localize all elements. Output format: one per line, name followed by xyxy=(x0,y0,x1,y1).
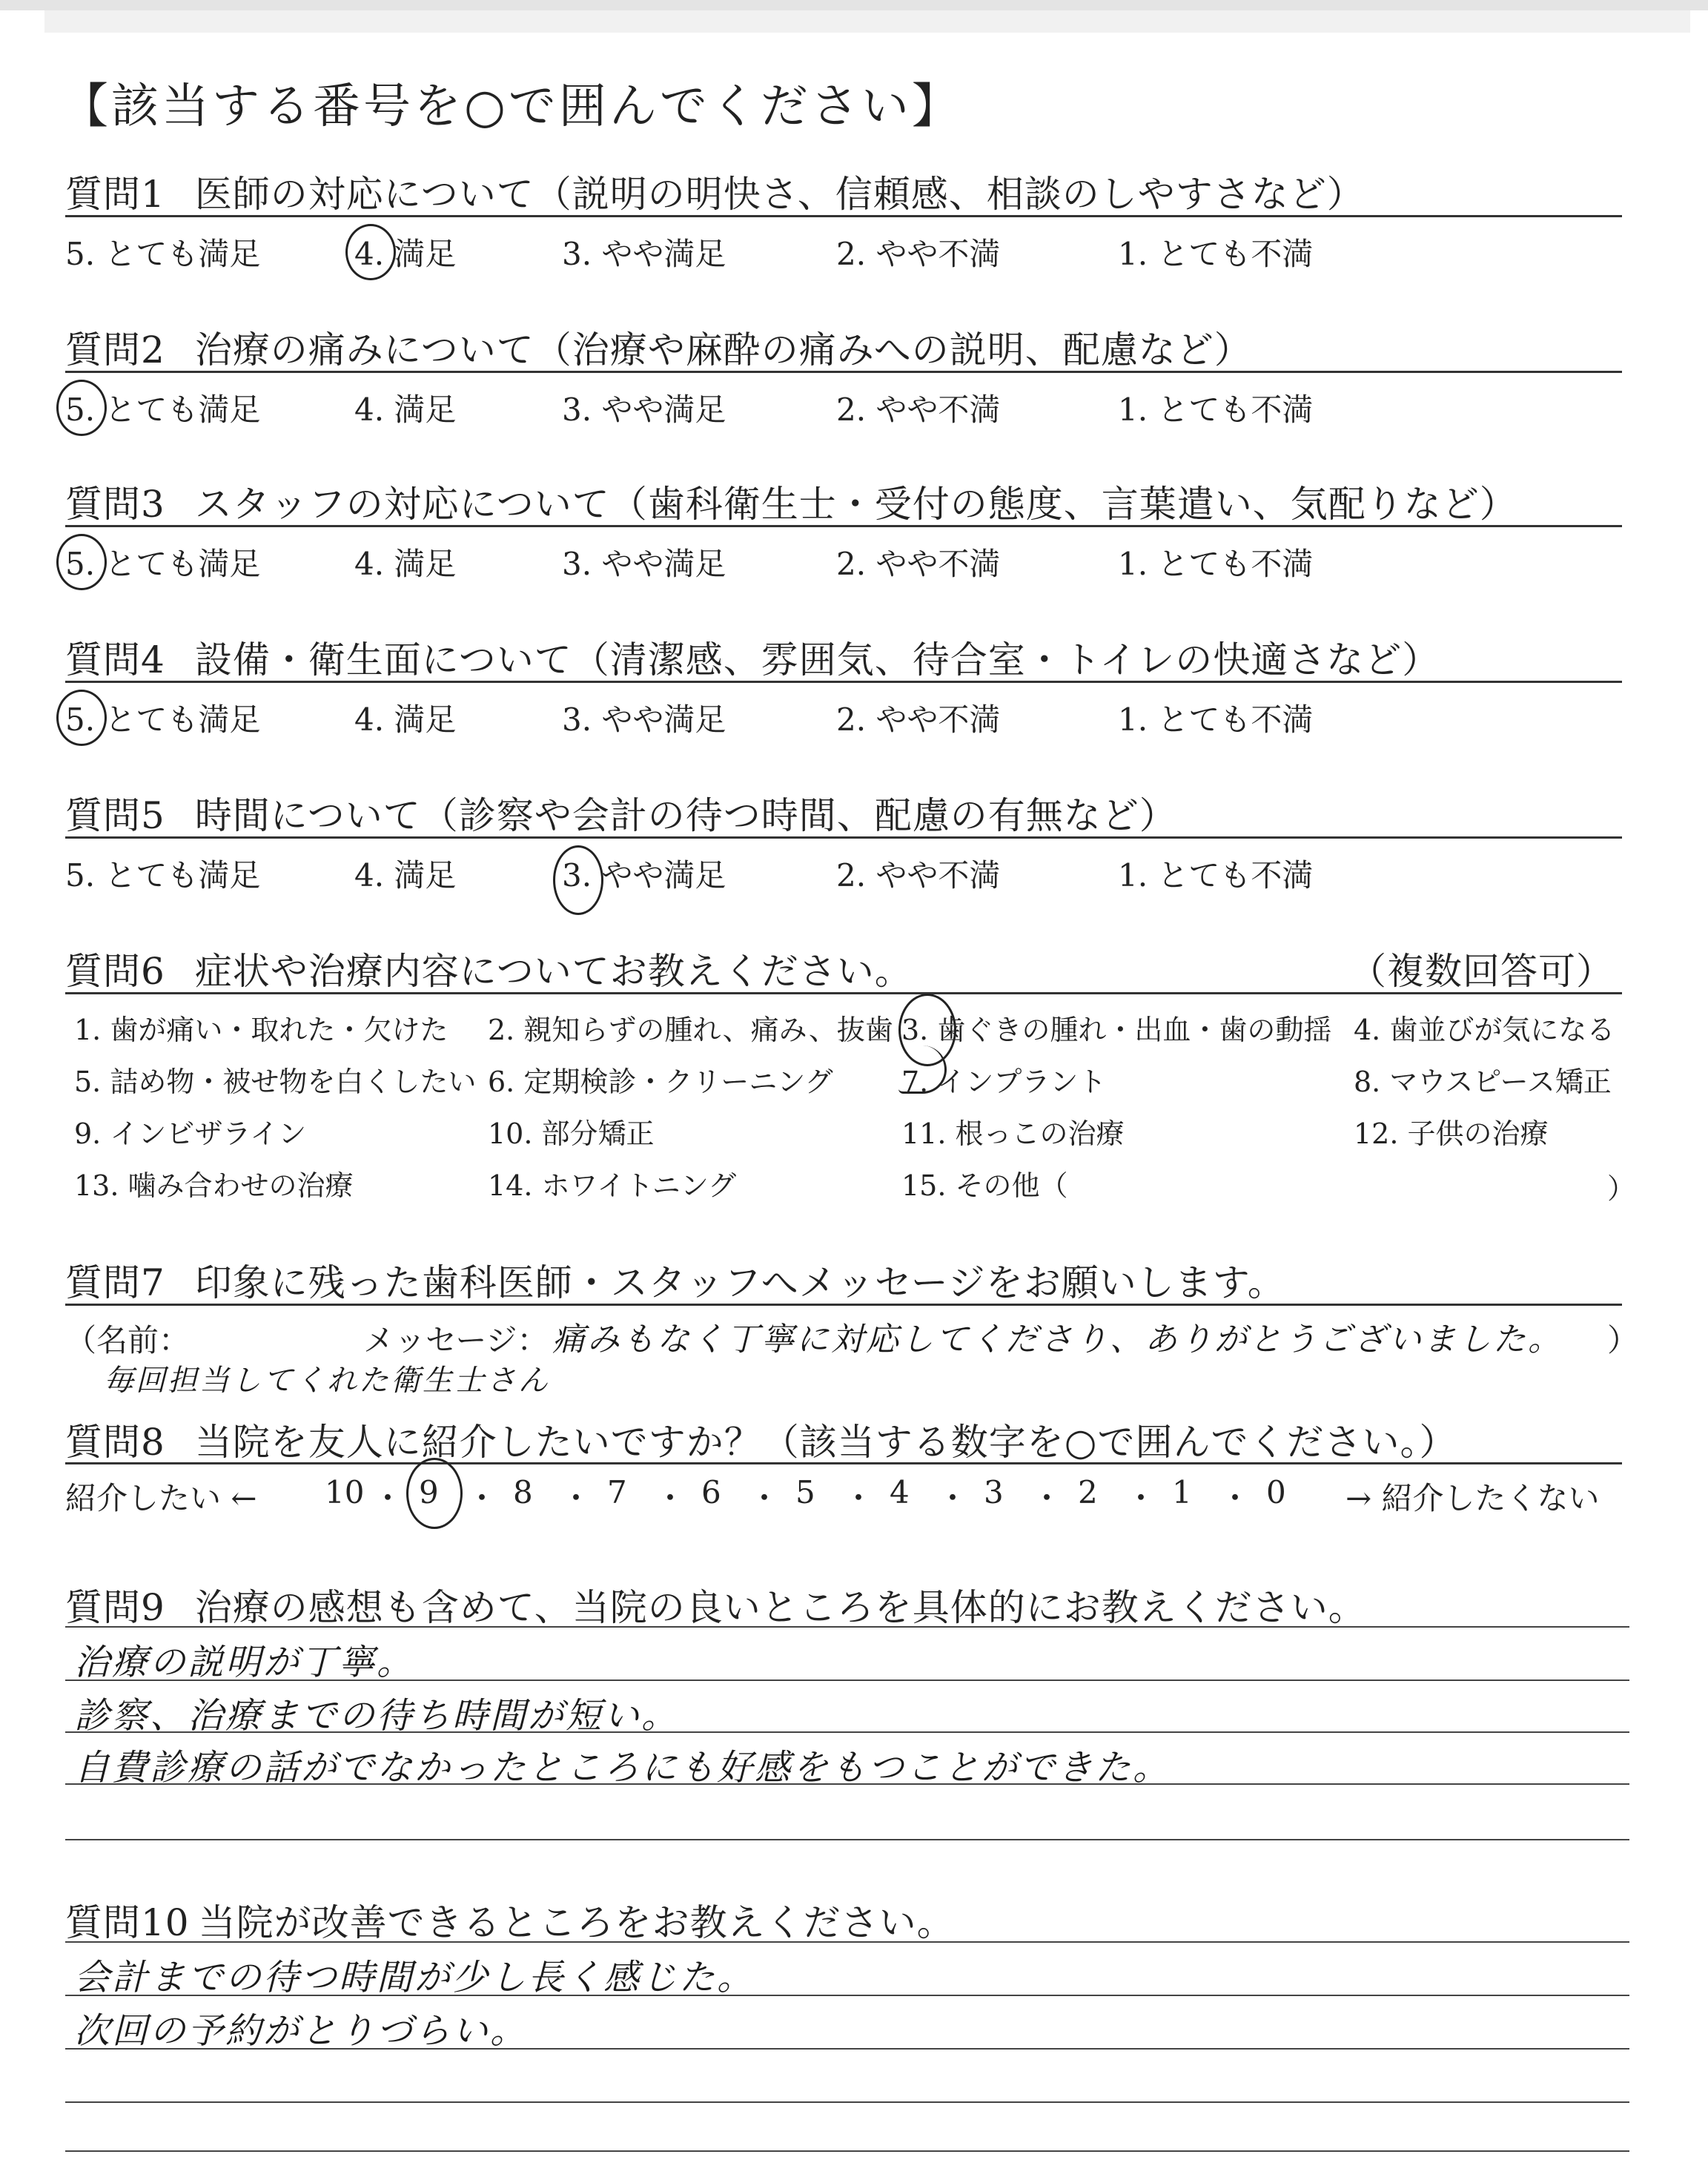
question-5-title xyxy=(65,786,1177,839)
q9-answer-line: 自費診療の話がでなかったところにも好感をもつことができた。 xyxy=(74,1747,1171,1789)
q10-answer-line: 会計までの待つ時間が少し長く感じた。 xyxy=(74,1957,755,1998)
q8-rule xyxy=(65,1462,1622,1464)
q6-option: 10. 部分矯正 xyxy=(488,1117,655,1150)
question-number: 質問5 xyxy=(65,794,165,837)
q7-close-paren: ） xyxy=(1607,1322,1639,1358)
rating-option: 3. やや満足 xyxy=(562,857,726,894)
question-4-rule xyxy=(65,681,1622,683)
q7-name-label: （名前： xyxy=(65,1322,191,1358)
question-text: 時間について（診察や会計の待つ時間、配慮の有無など） xyxy=(194,794,1177,837)
rating-option: 5. とても満足 xyxy=(65,392,261,428)
rating-option: 4. 満足 xyxy=(354,857,457,894)
rating-option: 3. やや満足 xyxy=(562,236,726,272)
q6-option: 3. 歯ぐきの腫れ・出血・歯の動揺 xyxy=(901,1014,1332,1046)
q8-scale-item: ・ xyxy=(843,1480,875,1516)
q9-answer-line: 診察、治療までの待ち時間が短い。 xyxy=(74,1695,680,1737)
q6-option: 5. 詰め物・被せ物を白くしたい xyxy=(74,1066,477,1098)
selection-circle xyxy=(56,380,107,436)
rating-option: 1. とても不満 xyxy=(1118,857,1314,894)
q8-scale-item: 6 xyxy=(701,1474,721,1510)
q6-option: 8. マウスピース矯正 xyxy=(1354,1066,1612,1098)
question-number: 質問3 xyxy=(65,483,165,526)
selection-circle xyxy=(56,690,107,746)
selection-circle xyxy=(56,534,107,590)
q7-message-handwritten: 痛みもなく丁寧に対応してくださり、ありがとうございました。 xyxy=(552,1321,1563,1358)
question-1-title xyxy=(65,165,1365,218)
rating-option: 4. 満足 xyxy=(354,546,457,582)
q8-circle-9 xyxy=(406,1458,463,1529)
q6-option: 14. ホワイトニング xyxy=(488,1169,737,1202)
q6-title xyxy=(65,942,913,995)
q6-option: 13. 噛み合わせの治療 xyxy=(74,1169,354,1202)
rating-option: 2. やや不満 xyxy=(836,392,1001,428)
rating-option: 4. 満足 xyxy=(354,701,457,738)
q8-scale-item: 8 xyxy=(513,1474,533,1510)
rating-option: 5. とても満足 xyxy=(65,701,261,738)
rating-option: 1. とても不満 xyxy=(1118,546,1314,582)
rating-option: 3. やや満足 xyxy=(562,392,726,428)
question-4-title xyxy=(65,630,1440,684)
rating-option: 3. やや満足 xyxy=(562,546,726,582)
scan-top-shadow xyxy=(44,10,1690,33)
rating-option: 5. とても満足 xyxy=(65,857,261,894)
q8-scale-item: ・ xyxy=(466,1480,498,1516)
q8-scale-item: 2 xyxy=(1078,1474,1098,1510)
q8-scale-item: ・ xyxy=(937,1480,969,1516)
q9-title xyxy=(65,1578,1366,1631)
q7-number: 質問7 xyxy=(65,1261,165,1304)
q6-option: 1. 歯が痛い・取れた・欠けた xyxy=(74,1014,448,1046)
question-3-rule xyxy=(65,525,1622,527)
q9-answer-line: 治療の説明が丁寧。 xyxy=(74,1642,415,1683)
rating-option: 2. やや不満 xyxy=(836,701,1001,738)
q6-option: 7. インプラント xyxy=(901,1066,1107,1098)
q8-left-label: 紹介したい ← xyxy=(65,1480,257,1516)
q8-scale-item: 4 xyxy=(890,1474,910,1510)
q6-text: 症状や治療内容についてお教えください。 xyxy=(194,950,913,993)
selection-circle xyxy=(553,845,603,915)
q8-scale-item: 7 xyxy=(607,1474,627,1510)
q7-rule xyxy=(65,1304,1622,1306)
q8-right-label: → 紹介したくない xyxy=(1345,1480,1600,1516)
rating-option: 5. とても満足 xyxy=(65,236,261,272)
q8-scale-item: ・ xyxy=(1219,1480,1251,1516)
q6-circle-7 xyxy=(898,1046,947,1094)
q8-scale-item: 0 xyxy=(1266,1474,1286,1510)
q8-scale-item: ・ xyxy=(372,1480,404,1516)
answer-rule xyxy=(65,1839,1629,1840)
q6-option: 6. 定期検診・クリーニング xyxy=(488,1066,833,1098)
q8-scale-item: 1 xyxy=(1172,1474,1192,1510)
q9-number: 質問9 xyxy=(65,1586,165,1629)
answer-rule xyxy=(65,2101,1629,2103)
question-2-title xyxy=(65,320,1252,374)
q8-scale-item: 9 xyxy=(419,1474,439,1510)
rating-option: 2. やや不満 xyxy=(836,857,1001,894)
q6-option: 2. 親知らずの腫れ、痛み、抜歯 xyxy=(488,1014,893,1046)
scan-top-edge xyxy=(0,0,1708,10)
rating-option: 1. とても不満 xyxy=(1118,701,1314,738)
q8-scale-item: ・ xyxy=(1125,1480,1157,1516)
q10-answer-line: 次回の予約がとりづらい。 xyxy=(74,2010,529,2052)
q10-text: 当院が改善できるところをお教えください。 xyxy=(198,1901,955,1944)
q8-scale-item: ・ xyxy=(560,1480,592,1516)
rating-option: 3. やや満足 xyxy=(562,701,726,738)
question-number: 質問2 xyxy=(65,328,165,371)
question-number: 質問4 xyxy=(65,638,165,681)
rating-option: 4. 満足 xyxy=(354,392,457,428)
question-text: 医師の対応について（説明の明快さ、信頼感、相談のしやすさなど） xyxy=(194,173,1365,216)
page-header: 【該当する番号を○で囲んでください】 xyxy=(61,79,962,134)
q10-number: 質問10 xyxy=(65,1901,190,1944)
question-text: 治療の痛みについて（治療や麻酔の痛みへの説明、配慮など） xyxy=(194,328,1252,371)
q8-text: 当院を友人に紹介したいですか？（該当する数字を○で囲んでください。） xyxy=(194,1421,1457,1464)
q8-title xyxy=(65,1413,1457,1466)
q8-scale-item: 10 xyxy=(325,1474,365,1510)
rating-option: 2. やや不満 xyxy=(836,546,1001,582)
q8-scale-item: ・ xyxy=(1031,1480,1063,1516)
question-text: 設備・衛生面について（清潔感、雰囲気、待合室・トイレの快適さなど） xyxy=(194,638,1440,681)
question-text: スタッフの対応について（歯科衛生士・受付の態度、言葉遣い、気配りなど） xyxy=(194,483,1517,526)
selection-circle xyxy=(345,224,396,280)
q8-scale-item: 5 xyxy=(795,1474,815,1510)
q10-title xyxy=(65,1893,955,1946)
q9-text: 治療の感想も含めて、当院の良いところを具体的にお教えください。 xyxy=(194,1586,1366,1629)
q6-option: 4. 歯並びが気になる xyxy=(1354,1014,1615,1046)
rating-option: 4. 満足 xyxy=(354,236,457,272)
q6-option: 12. 子供の治療 xyxy=(1354,1117,1549,1150)
q7-name-handwritten: 毎回担当してくれた衛生士さん xyxy=(104,1364,550,1398)
q7-message-label: メッセージ： xyxy=(363,1322,549,1358)
q6-note: （複数回答可） xyxy=(1349,950,1614,993)
question-5-rule xyxy=(65,836,1622,839)
q6-option: 11. 根っこの治療 xyxy=(901,1117,1125,1150)
q8-scale-item: ・ xyxy=(749,1480,781,1516)
q6-number: 質問6 xyxy=(65,950,165,993)
rating-option: 2. やや不満 xyxy=(836,236,1001,272)
q6-other-close: ） xyxy=(1607,1172,1636,1205)
question-1-rule xyxy=(65,215,1622,217)
q7-text: 印象に残った歯科医師・スタッフへメッセージをお願いします。 xyxy=(194,1261,1285,1304)
q8-number: 質問8 xyxy=(65,1421,165,1464)
rating-option: 5. とても満足 xyxy=(65,546,261,582)
rating-option: 1. とても不満 xyxy=(1118,392,1314,428)
answer-rule xyxy=(65,1626,1629,1628)
question-2-rule xyxy=(65,371,1622,373)
q7-title xyxy=(65,1253,1285,1307)
q8-scale-item: 3 xyxy=(984,1474,1004,1510)
q6-option: 15. その他（ xyxy=(901,1169,1068,1202)
rating-option: 1. とても不満 xyxy=(1118,236,1314,272)
q8-scale-item: ・ xyxy=(655,1480,686,1516)
q6-option: 9. インビザライン xyxy=(74,1117,307,1150)
question-number: 質問1 xyxy=(65,173,165,216)
q6-rule xyxy=(65,992,1622,994)
answer-rule xyxy=(65,2150,1629,2152)
question-3-title xyxy=(65,475,1517,528)
answer-rule xyxy=(65,1941,1629,1943)
